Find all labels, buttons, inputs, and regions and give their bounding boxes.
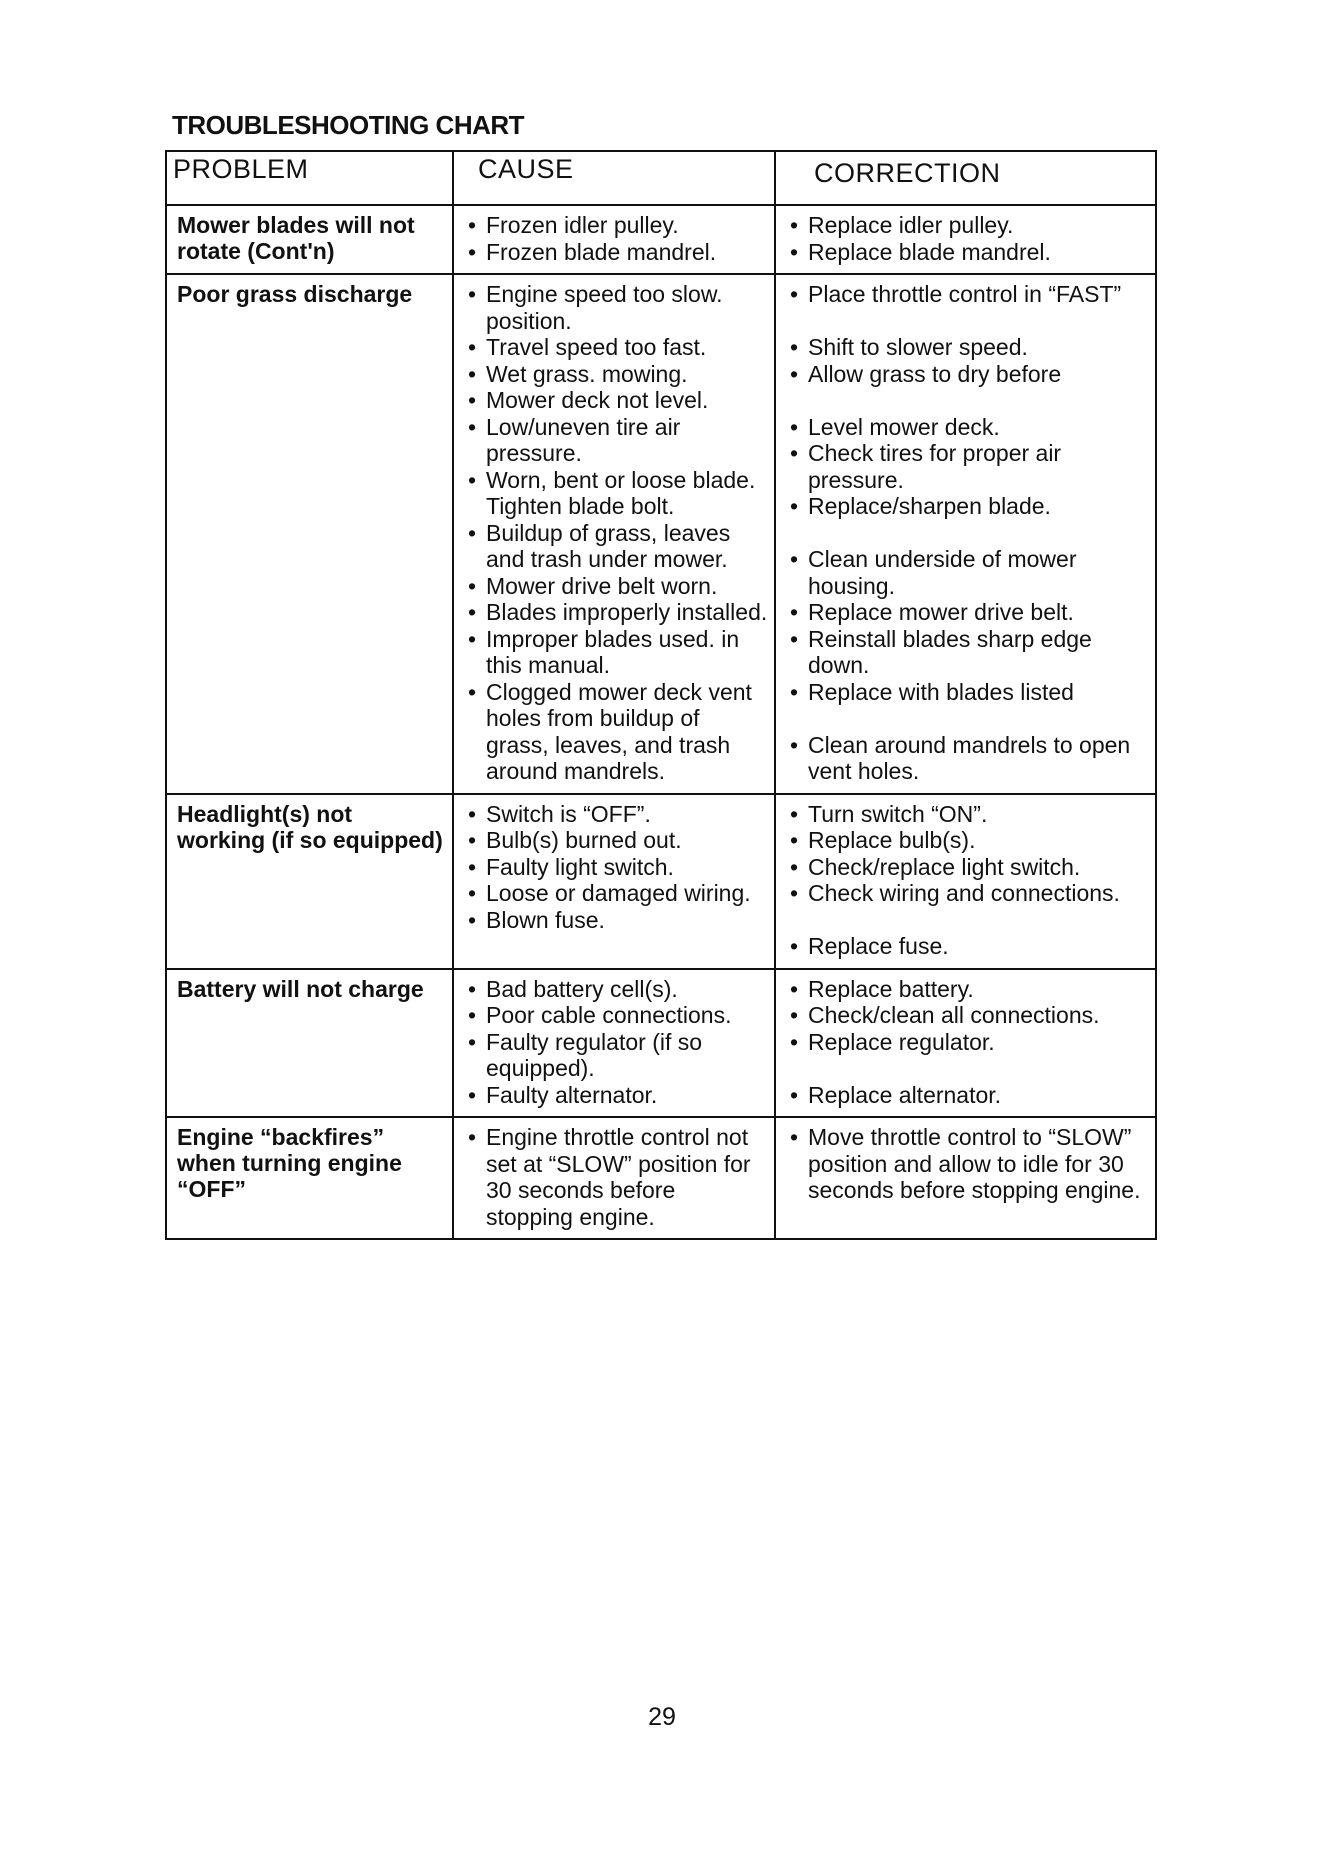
cause-item: • Mower drive belt worn.	[464, 573, 768, 600]
problem-cell	[166, 274, 453, 794]
cause-cell	[453, 794, 775, 969]
cause-cell	[453, 205, 775, 274]
problem-cell	[166, 1117, 453, 1239]
cause-item: • Blown fuse.	[464, 907, 768, 934]
problem-text: Engine “backfires” when turning engine “OFF”	[177, 1124, 402, 1202]
correction-item: • Check/replace light switch.	[786, 854, 1149, 881]
correction-item: • Replace with blades listed	[786, 679, 1149, 706]
correction-cell	[775, 794, 1156, 969]
correction-item: • Check tires for proper air pressure.	[786, 440, 1149, 493]
cause-item: • Bulb(s) burned out.	[464, 827, 768, 854]
correction-item: • Allow grass to dry before	[786, 361, 1149, 388]
correction-item: • Replace/sharpen blade.	[786, 493, 1149, 520]
cause-cell	[453, 969, 775, 1118]
header-cause: CAUSE	[453, 151, 775, 205]
correction-item: • Level mower deck.	[786, 414, 1149, 441]
cause-cell	[453, 1117, 775, 1239]
troubleshooting-table	[165, 150, 1157, 1240]
problem-text: Battery will not charge	[177, 975, 424, 1002]
correction-cell	[775, 274, 1156, 794]
table-row	[166, 969, 1156, 1118]
header-row	[166, 151, 1156, 205]
spacer	[786, 705, 1149, 732]
correction-item: • Replace alternator.	[786, 1082, 1149, 1109]
problem-text: Poor grass discharge	[177, 281, 413, 307]
cause-item: • Frozen blade mandrel.	[464, 239, 768, 266]
correction-item: • Clean around mandrels to open vent holes.	[786, 732, 1149, 785]
correction-cell	[775, 205, 1156, 274]
spacer	[786, 308, 1149, 335]
cause-item: • Improper blades used. in this manual.	[464, 626, 768, 679]
spacer	[786, 1055, 1149, 1082]
spacer	[786, 907, 1149, 934]
spacer	[786, 520, 1149, 547]
correction-item: • Reinstall blades sharp edge down.	[786, 626, 1149, 679]
cause-item: • Faulty alternator.	[464, 1082, 768, 1109]
cause-item: • Frozen idler pulley.	[464, 212, 768, 239]
header-problem: PROBLEM	[166, 151, 453, 205]
cause-cell	[453, 274, 775, 794]
table-row	[166, 205, 1156, 274]
correction-item: • Place throttle control in “FAST”	[786, 281, 1149, 308]
problem-cell	[166, 205, 453, 274]
table-row	[166, 794, 1156, 969]
correction-item: • Move throttle control to “SLOW” position and allow to idle for 30 seconds before stopping engine.	[786, 1124, 1149, 1204]
cause-item: • Faulty regulator (if so equipped).	[464, 1029, 768, 1082]
cause-item: • Blades improperly installed.	[464, 599, 768, 626]
cause-item: • Loose or damaged wiring.	[464, 880, 768, 907]
cause-item: • Travel speed too fast.	[464, 334, 768, 361]
cause-item: • Low/uneven tire air pressure.	[464, 414, 768, 467]
chart-title: TROUBLESHOOTING CHART	[172, 110, 525, 140]
problem-cell	[166, 969, 453, 1118]
problem-cell	[166, 794, 453, 969]
correction-item: • Check wiring and connections.	[786, 880, 1149, 907]
cause-item: • Engine throttle control not set at “SLOW” position for 30 seconds before stopping engine.	[464, 1124, 768, 1230]
cause-item: • Worn, bent or loose blade. Tighten blade bolt.	[464, 467, 768, 520]
correction-item: • Replace regulator.	[786, 1029, 1149, 1056]
table-row	[166, 1117, 1156, 1239]
correction-item: • Replace bulb(s).	[786, 827, 1149, 854]
correction-cell	[775, 1117, 1156, 1239]
cause-item: • Bad battery cell(s).	[464, 976, 768, 1003]
correction-item: • Replace blade mandrel.	[786, 239, 1149, 266]
cause-item: • Poor cable connections.	[464, 1002, 768, 1029]
cause-item: • Engine speed too slow. position.	[464, 281, 768, 334]
correction-item: • Replace fuse.	[786, 933, 1149, 960]
cause-item: • Buildup of grass, leaves and trash under mower.	[464, 520, 768, 573]
cause-item: • Faulty light switch.	[464, 854, 768, 881]
correction-cell	[775, 969, 1156, 1118]
spacer	[786, 387, 1149, 414]
correction-item: • Replace mower drive belt.	[786, 599, 1149, 626]
table-row	[166, 274, 1156, 794]
correction-item: • Check/clean all connections.	[786, 1002, 1149, 1029]
page-number: 29	[648, 1703, 676, 1731]
cause-item: • Wet grass. mowing.	[464, 361, 768, 388]
problem-text: Mower blades will not rotate (Cont'n)	[177, 212, 415, 264]
problem-text: Headlight(s) not working (if so equipped)	[177, 800, 443, 853]
header-correction: CORRECTION	[775, 151, 1156, 205]
cause-item: • Switch is “OFF”.	[464, 801, 768, 828]
correction-item: • Replace battery.	[786, 976, 1149, 1003]
correction-item: • Clean underside of mower housing.	[786, 546, 1149, 599]
correction-item: • Shift to slower speed.	[786, 334, 1149, 361]
correction-item: • Replace idler pulley.	[786, 212, 1149, 239]
cause-item: • Mower deck not level.	[464, 387, 768, 414]
correction-item: • Turn switch “ON”.	[786, 801, 1149, 828]
cause-item: • Clogged mower deck vent holes from buildup of grass, leaves, and trash around mandrels.	[464, 679, 768, 785]
